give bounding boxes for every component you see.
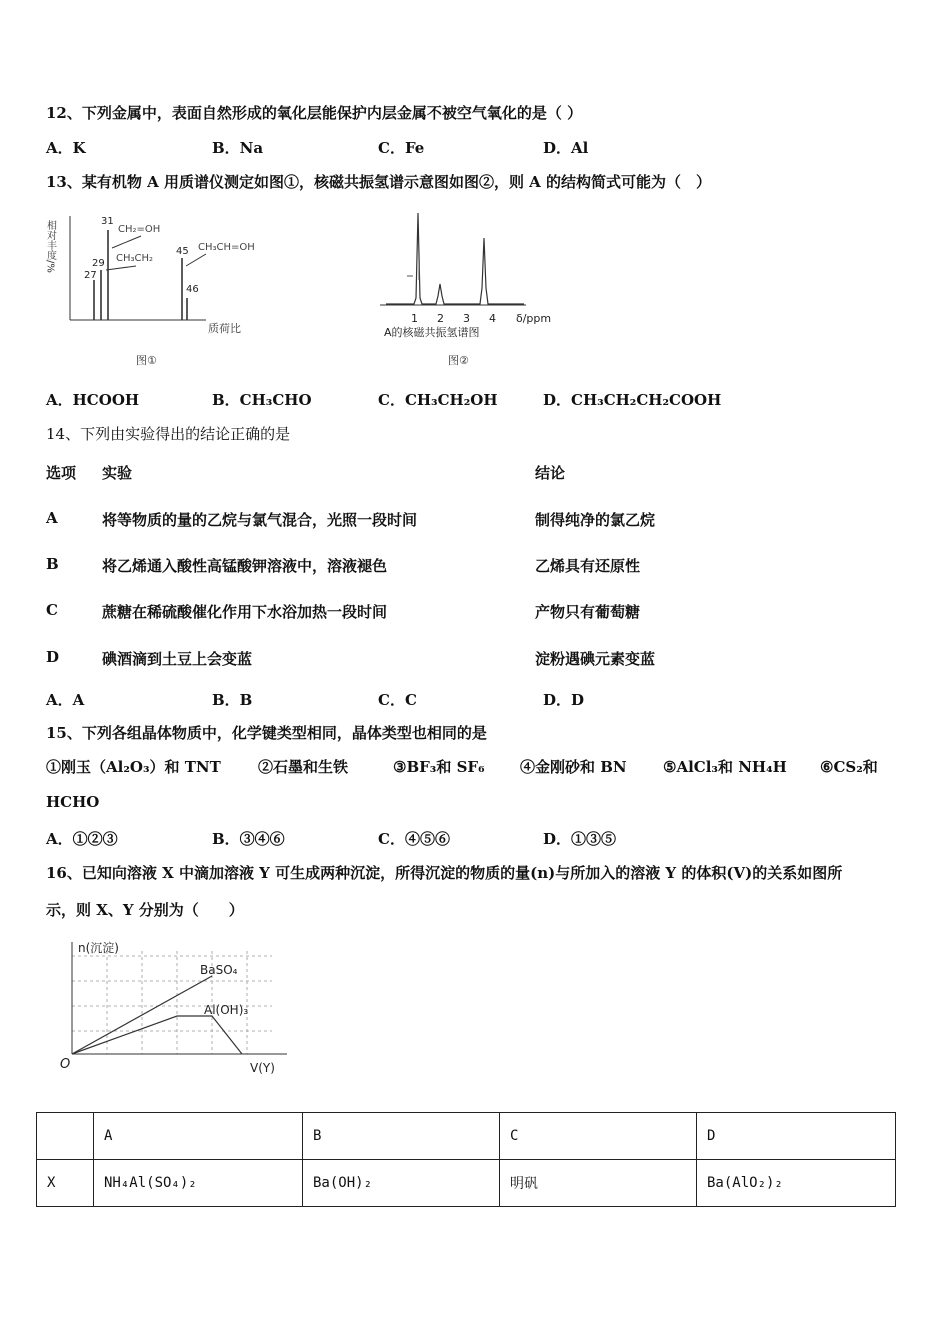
q15-option-d: D．①③⑤ — [543, 830, 617, 848]
nmr-caption: 图② — [448, 354, 469, 367]
annotation-ch3ch2: CH₃CH₂ — [116, 253, 154, 264]
nmr-title: A的核磁共振氢谱图 — [384, 326, 480, 339]
q14-row-a-experiment: 将等物质的量的乙烷与氯气混合，光照一段时间 — [102, 511, 418, 529]
q14-row-c-option: C — [46, 601, 58, 619]
q14-row-d-experiment: 碘酒滴到土豆上会变蓝 — [102, 650, 253, 668]
table-cell: X — [37, 1160, 94, 1207]
q12-option-c: C．Fe — [378, 139, 425, 157]
precipitate-graph — [52, 936, 292, 1081]
q12-option-a: A．K — [46, 139, 86, 157]
q12-option-b: B．Na — [212, 139, 264, 157]
table-cell: Ba(OH)₂ — [303, 1160, 500, 1207]
mass-spectrum-figure — [46, 208, 276, 373]
q14-row-b-experiment: 将乙烯通入酸性高锰酸钾溶液中，溶液褪色 — [102, 557, 388, 575]
peak-label-45: 45 — [176, 246, 189, 257]
q16-stem-line2: 示，则 X、Y 分别为（ ） — [46, 901, 244, 919]
label-baso4: BaSO₄ — [200, 963, 238, 977]
q13-option-c: C．CH₃CH₂OH — [378, 391, 498, 409]
table-cell: NH₄Al(SO₄)₂ — [94, 1160, 303, 1207]
q15-item-3: ③BF₃和 SF₆ — [393, 758, 485, 776]
q14-header-option: 选项 — [46, 464, 77, 482]
q15-item-6-cont: HCHO — [46, 793, 100, 811]
q13-option-a: A．HCOOH — [46, 391, 140, 409]
arrow-ch3ch2 — [106, 266, 136, 270]
q16-stem-line1: 16、已知向溶液 X 中滴加溶液 Y 可生成两种沉淀，所得沉淀的物质的量(n)与所加入的溶液 Y 的体积(V)的关系如图所 — [46, 864, 843, 882]
q14-row-d-conclusion: 淀粉遇碘元素变蓝 — [535, 650, 656, 668]
mass-spectrum-xlabel: 质荷比 — [208, 322, 241, 335]
table-cell: C — [500, 1113, 697, 1160]
q14-row-c-experiment: 蔗糖在稀硫酸催化作用下水浴加热一段时间 — [102, 603, 388, 621]
aloh3-line — [72, 1016, 242, 1054]
annotation-ch3choh: CH₃CH=OH — [198, 242, 255, 253]
nmr-tick-3: 3 — [463, 312, 470, 325]
mass-spectrum-ylabel: 相对丰度/% — [44, 220, 56, 273]
q15-option-a: A．①②③ — [46, 830, 118, 848]
q13-option-d: D．CH₃CH₂CH₂COOH — [543, 391, 722, 409]
q14-option-d: D．D — [543, 691, 585, 709]
q13-stem: 13、某有机物 A 用质谱仪测定如图①，核磁共振氢谱示意图如图②，则 A 的结构简式可能为（ ） — [46, 173, 712, 191]
nmr-spectrum-line — [386, 213, 524, 304]
q14-row-c-conclusion: 产物只有葡萄糖 — [535, 603, 641, 621]
label-aloh3: Al(OH)₃ — [204, 1003, 249, 1017]
mass-spectrum-caption: 图① — [136, 354, 157, 367]
q13-option-b: B．CH₃CHO — [212, 391, 312, 409]
q14-option-c: C．C — [378, 691, 417, 709]
q14-row-b-conclusion: 乙烯具有还原性 — [535, 557, 641, 575]
q15-option-c: C．④⑤⑥ — [378, 830, 450, 848]
peak-label-29: 29 — [92, 258, 105, 269]
q15-item-2: ②石墨和生铁 — [258, 758, 349, 776]
table-cell — [37, 1113, 94, 1160]
q14-header-conclusion: 结论 — [535, 464, 566, 482]
graph-origin: O — [60, 1057, 71, 1072]
table-cell: Ba(AlO₂)₂ — [697, 1160, 896, 1207]
q12-stem: 12、下列金属中，表面自然形成的氧化层能保护内层金属不被空气氧化的是（ ） — [46, 104, 583, 122]
table-cell: D — [697, 1113, 896, 1160]
q14-option-b: B．B — [212, 691, 253, 709]
peak-label-46: 46 — [186, 284, 199, 295]
q14-option-a: A．A — [46, 691, 85, 709]
table-cell: B — [303, 1113, 500, 1160]
q14-row-a-conclusion: 制得纯净的氯乙烷 — [535, 511, 656, 529]
table-row — [37, 1160, 896, 1207]
q15-option-b: B．③④⑥ — [212, 830, 285, 848]
q15-item-5: ⑤AlCl₃和 NH₄H — [663, 758, 787, 776]
nmr-figure — [376, 208, 566, 373]
table-cell: 明矾 — [500, 1160, 697, 1207]
q12-option-d: D．Al — [543, 139, 589, 157]
table-cell: A — [94, 1113, 303, 1160]
graph-ylabel: n(沉淀) — [78, 941, 119, 955]
table-row — [37, 1113, 896, 1160]
q14-row-d-option: D — [46, 648, 60, 666]
q15-item-6: ⑥CS₂和 — [820, 758, 878, 776]
graph-xlabel: V(Y) — [250, 1061, 275, 1075]
peak-label-27: 27 — [84, 270, 97, 281]
q15-item-1: ①刚玉（Al₂O₃）和 TNT — [46, 758, 221, 776]
q15-stem: 15、下列各组晶体物质中，化学键类型相同，晶体类型也相同的是 — [46, 724, 487, 742]
nmr-xlabel: δ/ppm — [516, 312, 552, 325]
arrow-ch3choh — [186, 254, 206, 266]
q15-item-4: ④金刚砂和 BN — [520, 758, 627, 776]
peak-label-31: 31 — [101, 216, 114, 227]
nmr-tick-1: 1 — [411, 312, 418, 325]
nmr-tick-2: 2 — [437, 312, 444, 325]
nmr-tick-4: 4 — [489, 312, 496, 325]
q14-row-a-option: A — [46, 509, 58, 527]
q14-stem: 14、下列由实验得出的结论正确的是 — [46, 425, 291, 443]
q16-answer-table — [36, 1112, 896, 1207]
annotation-ch2oh: CH₂=OH — [118, 224, 161, 235]
arrow-ch2oh — [112, 236, 141, 248]
q14-row-b-option: B — [46, 555, 59, 573]
q14-header-experiment: 实验 — [102, 464, 133, 482]
